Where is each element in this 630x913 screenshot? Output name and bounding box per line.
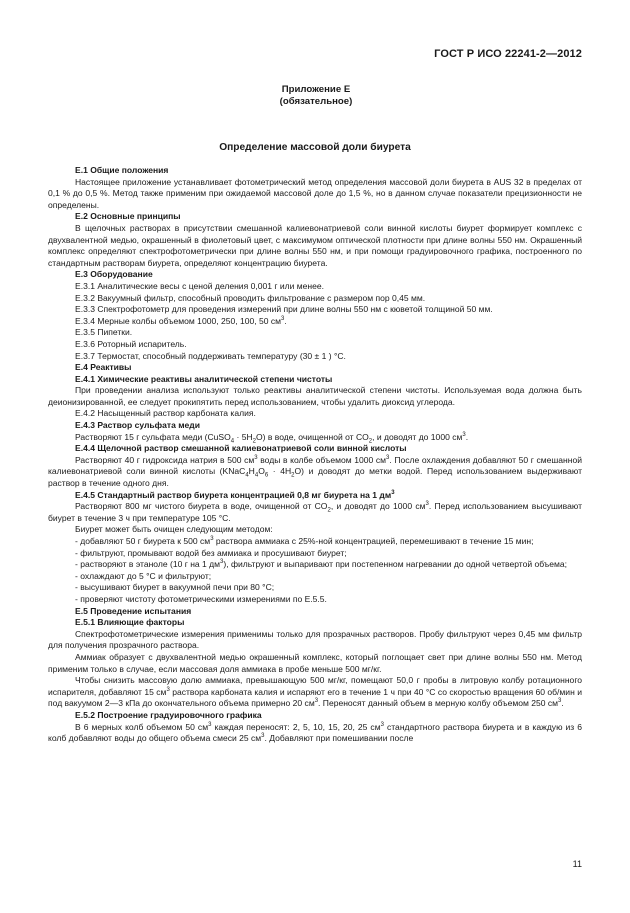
paragraph: Растворяют 800 мг чистого биурета в воде, очищенной от $CO_2$, и доводят до 1000 $см^3$. Перед использованием высушивают биурет в течение 3 ч при температуре 105 °С. — [48, 501, 582, 523]
list-item: - проверяют чистоту фотометрическими измерениями по Е.5.5. — [75, 593, 327, 604]
annex-heading — [0, 84, 630, 108]
page-number: 11 — [572, 859, 582, 869]
paragraph: Е.3.3 Спектрофотометр для проведения измерений при длине волны 550 нм с кюветой толщиной 50 мм. — [75, 304, 493, 315]
paragraph: Е.4.2 Насыщенный раствор карбоната калия. — [75, 408, 256, 419]
clause-heading: Е.4.4 Щелочной раствор смешанной калиевонатриевой соли винной кислоты — [75, 443, 407, 454]
paragraph: Биурет может быть очищен следующим методом: — [75, 524, 273, 535]
paragraph: Спектрофотометрические измерения применимы только для прозрачных растворов. Пробу фильтруют через 0,45 мм фильтр для получения прозрачного раствора. — [48, 628, 582, 651]
paragraph: В щелочных растворах в присутствии смешанной калиевонатриевой соли винной кислоты биурет формирует комплекс с двухвалентной медью, окрашенный в фиолетовый цвет, с максимумом оптической плотности при длине волны 550 нм. Окрашенный комплекс определяют спектрофотометрически при длине волны 550 нм, и при помощи градуировочного графика, построенного по стандартным растворам биурета, определяют концентрацию биурета. — [48, 222, 582, 268]
section-title: Определение массовой доли биурета — [219, 142, 411, 153]
clause-heading: Е.4.1 Химические реактивы аналитической степени чистоты — [75, 373, 333, 384]
list-item: - растворяют в этаноле (10 г на 1 $дм^3$), фильтруют и выпаривают при постепенном нагревании до одной четвертой объема; — [75, 559, 567, 570]
paragraph: Аммиак образует с двухвалентной медью окрашенный комплекс, который поглощает свет при длине волны 550 нм. Метод применим только в случае, если массовая доля аммиака в пробе меньше 500 мг/кг. — [48, 651, 582, 674]
annex-title: Приложение Е — [281, 84, 351, 95]
list-item: - охлаждают до 5 °С и фильтруют; — [75, 570, 212, 581]
list-item: - высушивают биурет в вакуумной печи при 80 °С; — [75, 582, 275, 593]
paragraph: Растворяют 15 г сульфата меди (CuSO$_4$ · $5H_2O$) в воде, очищенной от $CO_2$, и доводят до 1000 $см^3$. — [75, 431, 469, 445]
clause-heading: Е.5.1 Влияющие факторы — [75, 617, 185, 628]
clause-heading: Е.4.3 Раствор сульфата меди — [75, 420, 200, 431]
paragraph: Е.3.5 Пипетки. — [75, 327, 133, 338]
paragraph: Растворяют 40 г гидроксида натрия в 500 $см^3$ воды в колбе объемом 1000 $см^3$. После охлаждения добавляют 50 г смешанной калиевонатриевой соли винной кислоты $(KNaC_4H_4O_6 \cdot 4H_2O)$ и доводят до метки водой. Перед использованием выдерживают раствор в течение одного дня. — [48, 454, 582, 489]
paragraph: При проведении анализа используют только реактивы аналитической степени чистоты. Используемая вода должна быть деионизированной, ее следует прокипятить перед использованием, чтобы удалить диоксид углерода. — [48, 385, 582, 407]
list-item: - фильтруют, промывают водой без аммиака и просушивают биурет; — [75, 547, 347, 558]
clause-heading: Е.5 Проведение испытания — [75, 605, 192, 616]
paragraph: В 6 мерных колб объемом 50 $см^3$ каждая переносят: 2, 5, 10, 15, 20, 25 $см^3$ стандартного раствора биурета и в каждую из 6 колб добавляют воды до общего объема смеси 25 $см^3$. Добавляют при помешивании после — [48, 721, 583, 744]
annex-status: (обязательное) — [279, 96, 353, 107]
clause-heading: Е.1 Общие положения — [75, 165, 169, 175]
paragraph: Е.3.4 Мерные колбы объемом 1000, 250, 100, 50 $см^3$. — [75, 315, 287, 326]
clause-heading: Е.5.2 Построение градуировочного графика — [75, 709, 262, 720]
paragraph: Чтобы снизить массовую долю аммиака, превышающую 500 мг/кг, помещают 50,0 г пробы в литровую колбу ротационного испарителя, добавляют 15 $см^3$ раствора карбоната калия и испаряют его в течение 1 ч при 40 °С со скоростью вращения 60 об/мин и под вакуумом 2—3 кПа до окончательного объема примерно 20 $см^3$. Переносят данный объем в мерную колбу объемом 250 $см^3$. — [48, 675, 582, 709]
clause-heading: Е.4.5 Стандартный раствор биурета концентрацией 0,8 мг биурета на 1 $дм^3$ — [75, 489, 395, 500]
standard-header: ГОСТ Р ИСО 22241-2—2012 — [434, 48, 582, 60]
clause-heading: Е.2 Основные принципы — [75, 211, 181, 222]
paragraph: Е.3.7 Термостат, способный поддерживать температуру (30 ± 1 ) °С. — [75, 350, 346, 361]
paragraph: Е.3.2 Вакуумный фильтр, способный проводить фильтрование с размером пор 0,45 мм. — [75, 292, 426, 303]
clause-heading: Е.4 Реактивы — [75, 362, 132, 373]
list-item: - добавляют 50 г биурета к 500 $см^3$ раствора аммиака с 25%-ной концентрацией, перемешивают в течение 15 мин; — [75, 536, 534, 546]
document-body — [48, 165, 582, 745]
paragraph: Е.3.6 Роторный испаритель. — [75, 338, 187, 349]
paragraph: Настоящее приложение устанавливает фотометрический метод определения массовой доли биурета в AUS 32 в пределах от 0,1 % до 0,5 %. Метод также применим при ожидаемой массовой доле до 1,5 %, но в данном случае показатели прецизионности не определены. — [48, 176, 582, 210]
clause-heading: Е.3 Оборудование — [75, 269, 153, 280]
paragraph: Е.3.1 Аналитические весы с ценой деления 0,001 г или менее. — [75, 280, 324, 291]
